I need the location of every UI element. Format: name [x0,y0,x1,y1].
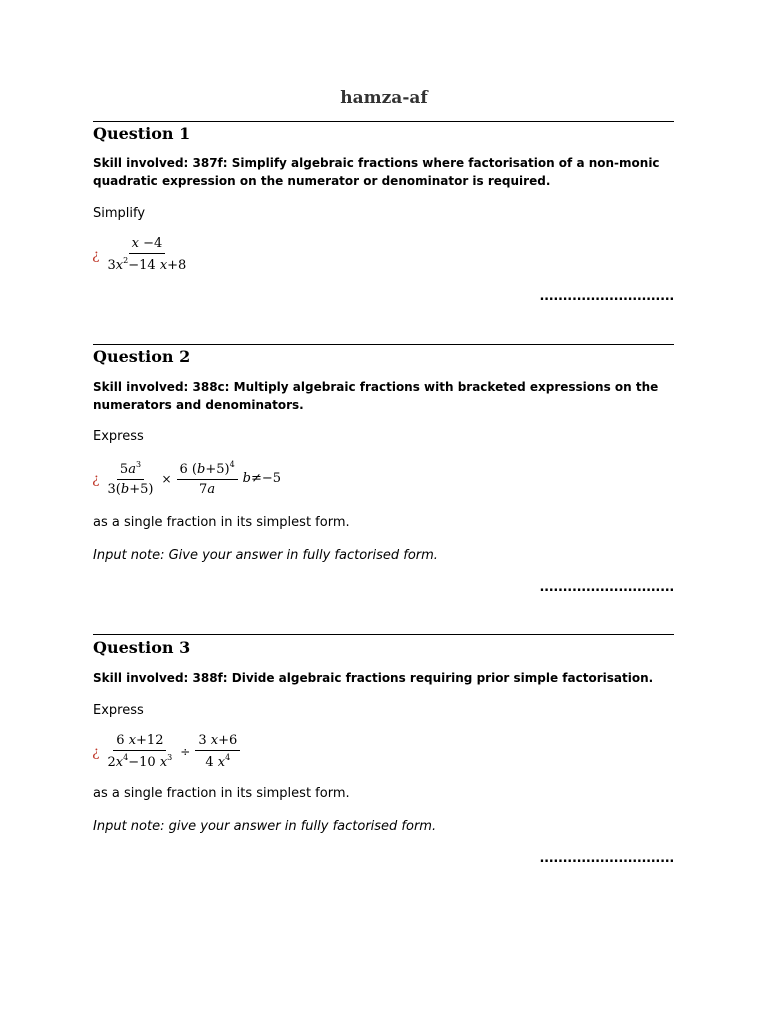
question-2-rule [93,344,674,345]
question-2-heading: Question 2 [93,347,191,366]
question-3-expression: ¿ $\frac{6 x+12}{2x^4-10 x^3}$ ÷ $\frac{3 x+6}{4 x^4}$ [92,733,242,770]
question-3-prompt: Express [93,703,144,718]
question-3-heading: Question 3 [93,638,191,657]
question-2-marker: ¿ [92,470,100,487]
question-3-rule [93,634,674,635]
question-1-rule [93,121,674,122]
question-1-prompt: Simplify [93,206,146,221]
question-3-instruction: as a single fraction in its simplest form. [93,786,350,801]
question-2-instruction: as a single fraction in its simplest form. [93,515,350,530]
question-1-marker: ¿ [92,246,100,263]
question-1-heading: Question 1 [93,124,191,143]
question-1-fraction: $\frac{x -4}{3x^2-14 x+8}$ [107,236,187,273]
question-2-fraction-2: $\frac{6 (b+5)^4}{7a}$ [177,460,238,497]
question-3-fraction-2: $\frac{3 x+6}{4 x^4}$ [195,733,240,770]
document-title: hamza-af [340,88,428,108]
question-2-expression: ¿ $\frac{5a^3}{3(b+5)}$ × $\frac{6 (b+5)^4}{7a}$ b≠−5 [92,460,282,497]
question-1-skill: Skill involved: 387f: Simplify algebraic fractions where factorisation of a non-monic quadratic expression on the numerator or denominator is required. [93,156,660,188]
question-3-answer-line: ............................. [539,851,674,866]
question-2-answer-line: ............................. [539,580,674,595]
question-3-marker: ¿ [92,743,100,760]
question-2-input-note: Input note: Give your answer in fully factorised form. [93,548,438,563]
question-1-expression [92,236,191,273]
question-2-fraction-1: $\frac{5a^3}{3(b+5)}$ [107,460,154,497]
question-3-input-note: Input note: give your answer in fully factorised form. [93,819,437,834]
question-2-skill: Skill involved: 388c: Multiply algebraic fractions with bracketed expressions on the numerators and denominators. [93,380,659,412]
question-1-answer-line: ............................. [539,289,674,304]
question-3-skill: Skill involved: 388f: Divide algebraic fractions requiring prior simple factorisation. [93,671,654,685]
question-2-prompt: Express [93,429,144,444]
question-3-fraction-1: $\frac{6 x+12}{2x^4-10 x^3}$ [107,733,173,770]
